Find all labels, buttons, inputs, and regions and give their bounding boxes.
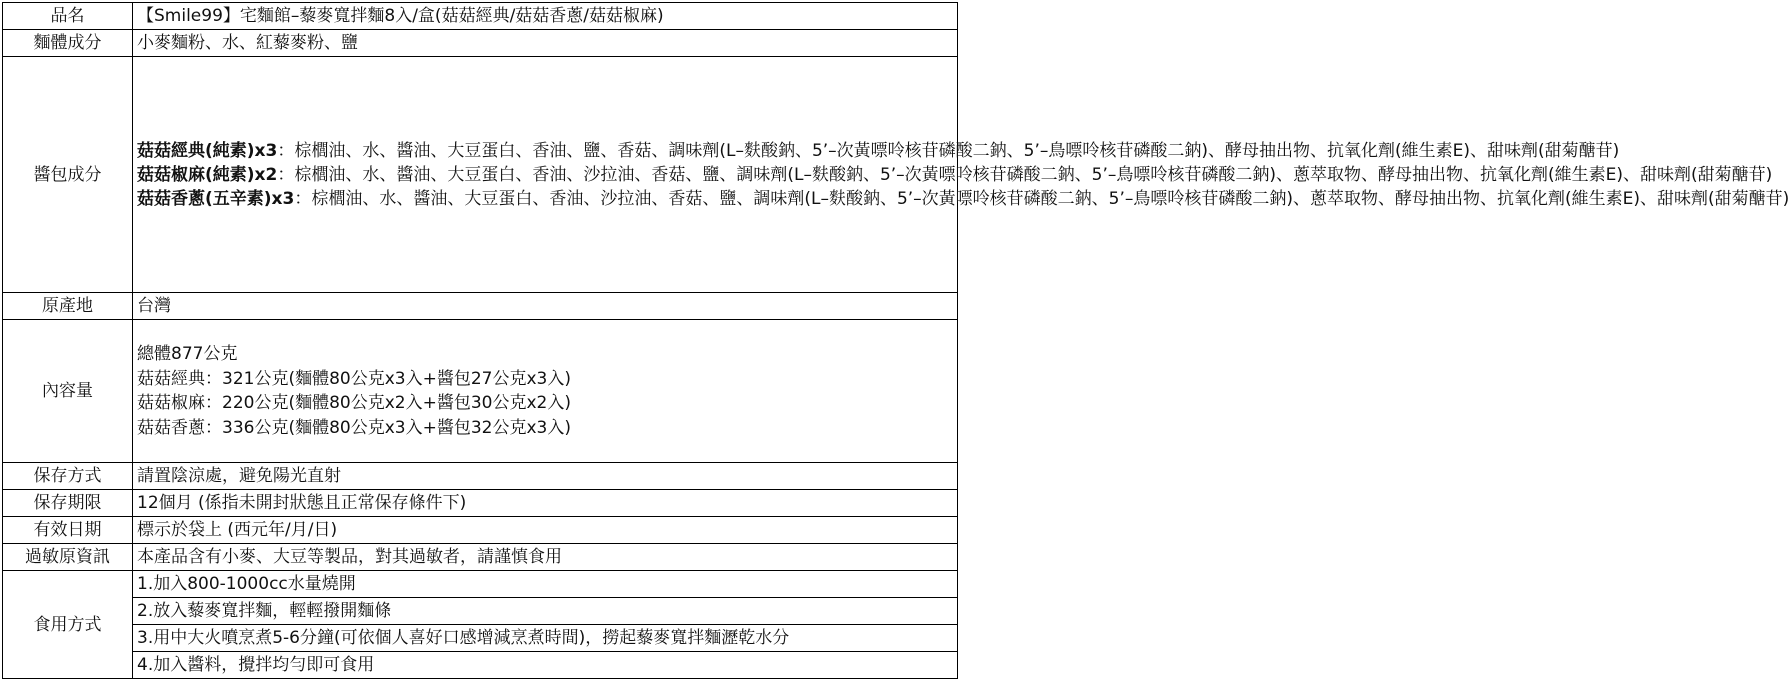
usage-step-text: 4.加入醬料，攪拌均勻即可食用 <box>137 655 375 675</box>
label-shelf-life: 保存期限 <box>3 490 133 517</box>
sauce-item-text: ：棕櫚油、水、醬油、大豆蛋白、香油、沙拉油、香菇、鹽、調味劑(L–麩酸鈉、5’–次黃嘌呤核苷磷酸二鈉、5’–鳥嘌呤核苷磷酸二鈉)、蔥萃取物、酵母抽出物、抗氧化劑(維生素E)、甜味劑(甜菊醣苷) <box>277 164 1773 185</box>
content-line: 總體877公克 <box>137 344 238 364</box>
content-line: 菇菇香蔥：336公克(麵體80公克x3入+醬包32公克x3入) <box>137 417 571 438</box>
sauce-item <box>137 163 1773 187</box>
sauce-item-text: ：棕櫚油、水、醬油、大豆蛋白、香油、沙拉油、香菇、鹽、調味劑(L–麩酸鈉、5’–次黃嘌呤核苷磷酸二鈉、5’–鳥嘌呤核苷磷酸二鈉)、蔥萃取物、酵母抽出物、抗氧化劑(維生素E)、甜味劑(甜菊醣苷) <box>294 188 1789 209</box>
label-noodle-ingredients: 麵體成分 <box>3 30 133 57</box>
sauce-item-name: 菇菇香蔥(五辛素)x3 <box>137 188 295 209</box>
value-storage: 請置陰涼處，避免陽光直射 <box>133 463 958 490</box>
value-allergen: 本產品含有小麥、大豆等製品，對其過敏者，請謹慎食用 <box>133 544 958 571</box>
usage-step <box>133 598 958 625</box>
label-origin: 原產地 <box>3 293 133 320</box>
row-usage-step <box>3 571 958 598</box>
value-expiry: 標示於袋上 (西元年/月/日) <box>133 517 958 544</box>
label-sauce-ingredients: 醬包成分 <box>3 57 133 293</box>
row-sauce-ingredients <box>3 57 958 293</box>
label-product-name: 品名 <box>3 3 133 30</box>
row-usage-step <box>3 652 958 679</box>
usage-step-text: 1.加入800-1000cc水量燒開 <box>137 574 356 594</box>
label-allergen: 過敏原資訊 <box>3 544 133 571</box>
value-origin: 台灣 <box>133 293 958 320</box>
value-product-name: 【Smile99】宅麵館–藜麥寬拌麵8入/盒(菇菇經典/菇菇香蔥/菇菇椒麻) <box>133 3 958 30</box>
usage-step <box>133 571 958 598</box>
sauce-item-name: 菇菇椒麻(純素)x2 <box>137 164 278 185</box>
label-usage: 食用方式 <box>3 571 133 679</box>
sauce-item-text: ：棕櫚油、水、醬油、大豆蛋白、香油、鹽、香菇、調味劑(L–麩酸鈉、5’–次黃嘌呤核苷磷酸二鈉、5’–鳥嘌呤核苷磷酸二鈉)、酵母抽出物、抗氧化劑(維生素E)、甜味劑(甜菊醣苷) <box>277 140 1620 161</box>
row-shelf-life <box>3 490 958 517</box>
sauce-item-name: 菇菇經典(純素)x3 <box>137 140 278 161</box>
label-expiry: 有效日期 <box>3 517 133 544</box>
usage-step <box>133 625 958 652</box>
row-usage-step <box>3 625 958 652</box>
content-line: 菇菇椒麻：220公克(麵體80公克x2入+醬包30公克x2入) <box>137 393 571 413</box>
row-usage-step <box>3 598 958 625</box>
row-content <box>3 320 958 463</box>
sauce-item <box>137 187 1789 211</box>
row-noodle-ingredients <box>3 30 958 57</box>
row-allergen <box>3 544 958 571</box>
row-origin <box>3 293 958 320</box>
content-line: 菇菇經典：321公克(麵體80公克x3入+醬包27公克x3入) <box>137 368 571 389</box>
usage-step-text: 2.放入藜麥寬拌麵，輕輕撥開麵條 <box>137 601 392 621</box>
value-noodle-ingredients: 小麥麵粉、水、紅藜麥粉、鹽 <box>133 30 958 57</box>
value-sauce-ingredients <box>133 57 1789 293</box>
label-content: 內容量 <box>3 320 133 463</box>
usage-step <box>133 652 958 679</box>
label-storage: 保存方式 <box>3 463 133 490</box>
product-spec-table <box>2 2 1789 679</box>
value-shelf-life: 12個月 (係指未開封狀態且正常保存條件下) <box>133 490 958 517</box>
sauce-item <box>137 139 1620 163</box>
row-product-name <box>3 3 958 30</box>
row-storage <box>3 463 958 490</box>
usage-step-text: 3.用中大火噴烹煮5-6分鐘(可依個人喜好口感增減烹煮時間)，撈起藜麥寬拌麵瀝乾水分 <box>137 628 790 648</box>
row-expiry <box>3 517 958 544</box>
value-content <box>133 320 958 463</box>
